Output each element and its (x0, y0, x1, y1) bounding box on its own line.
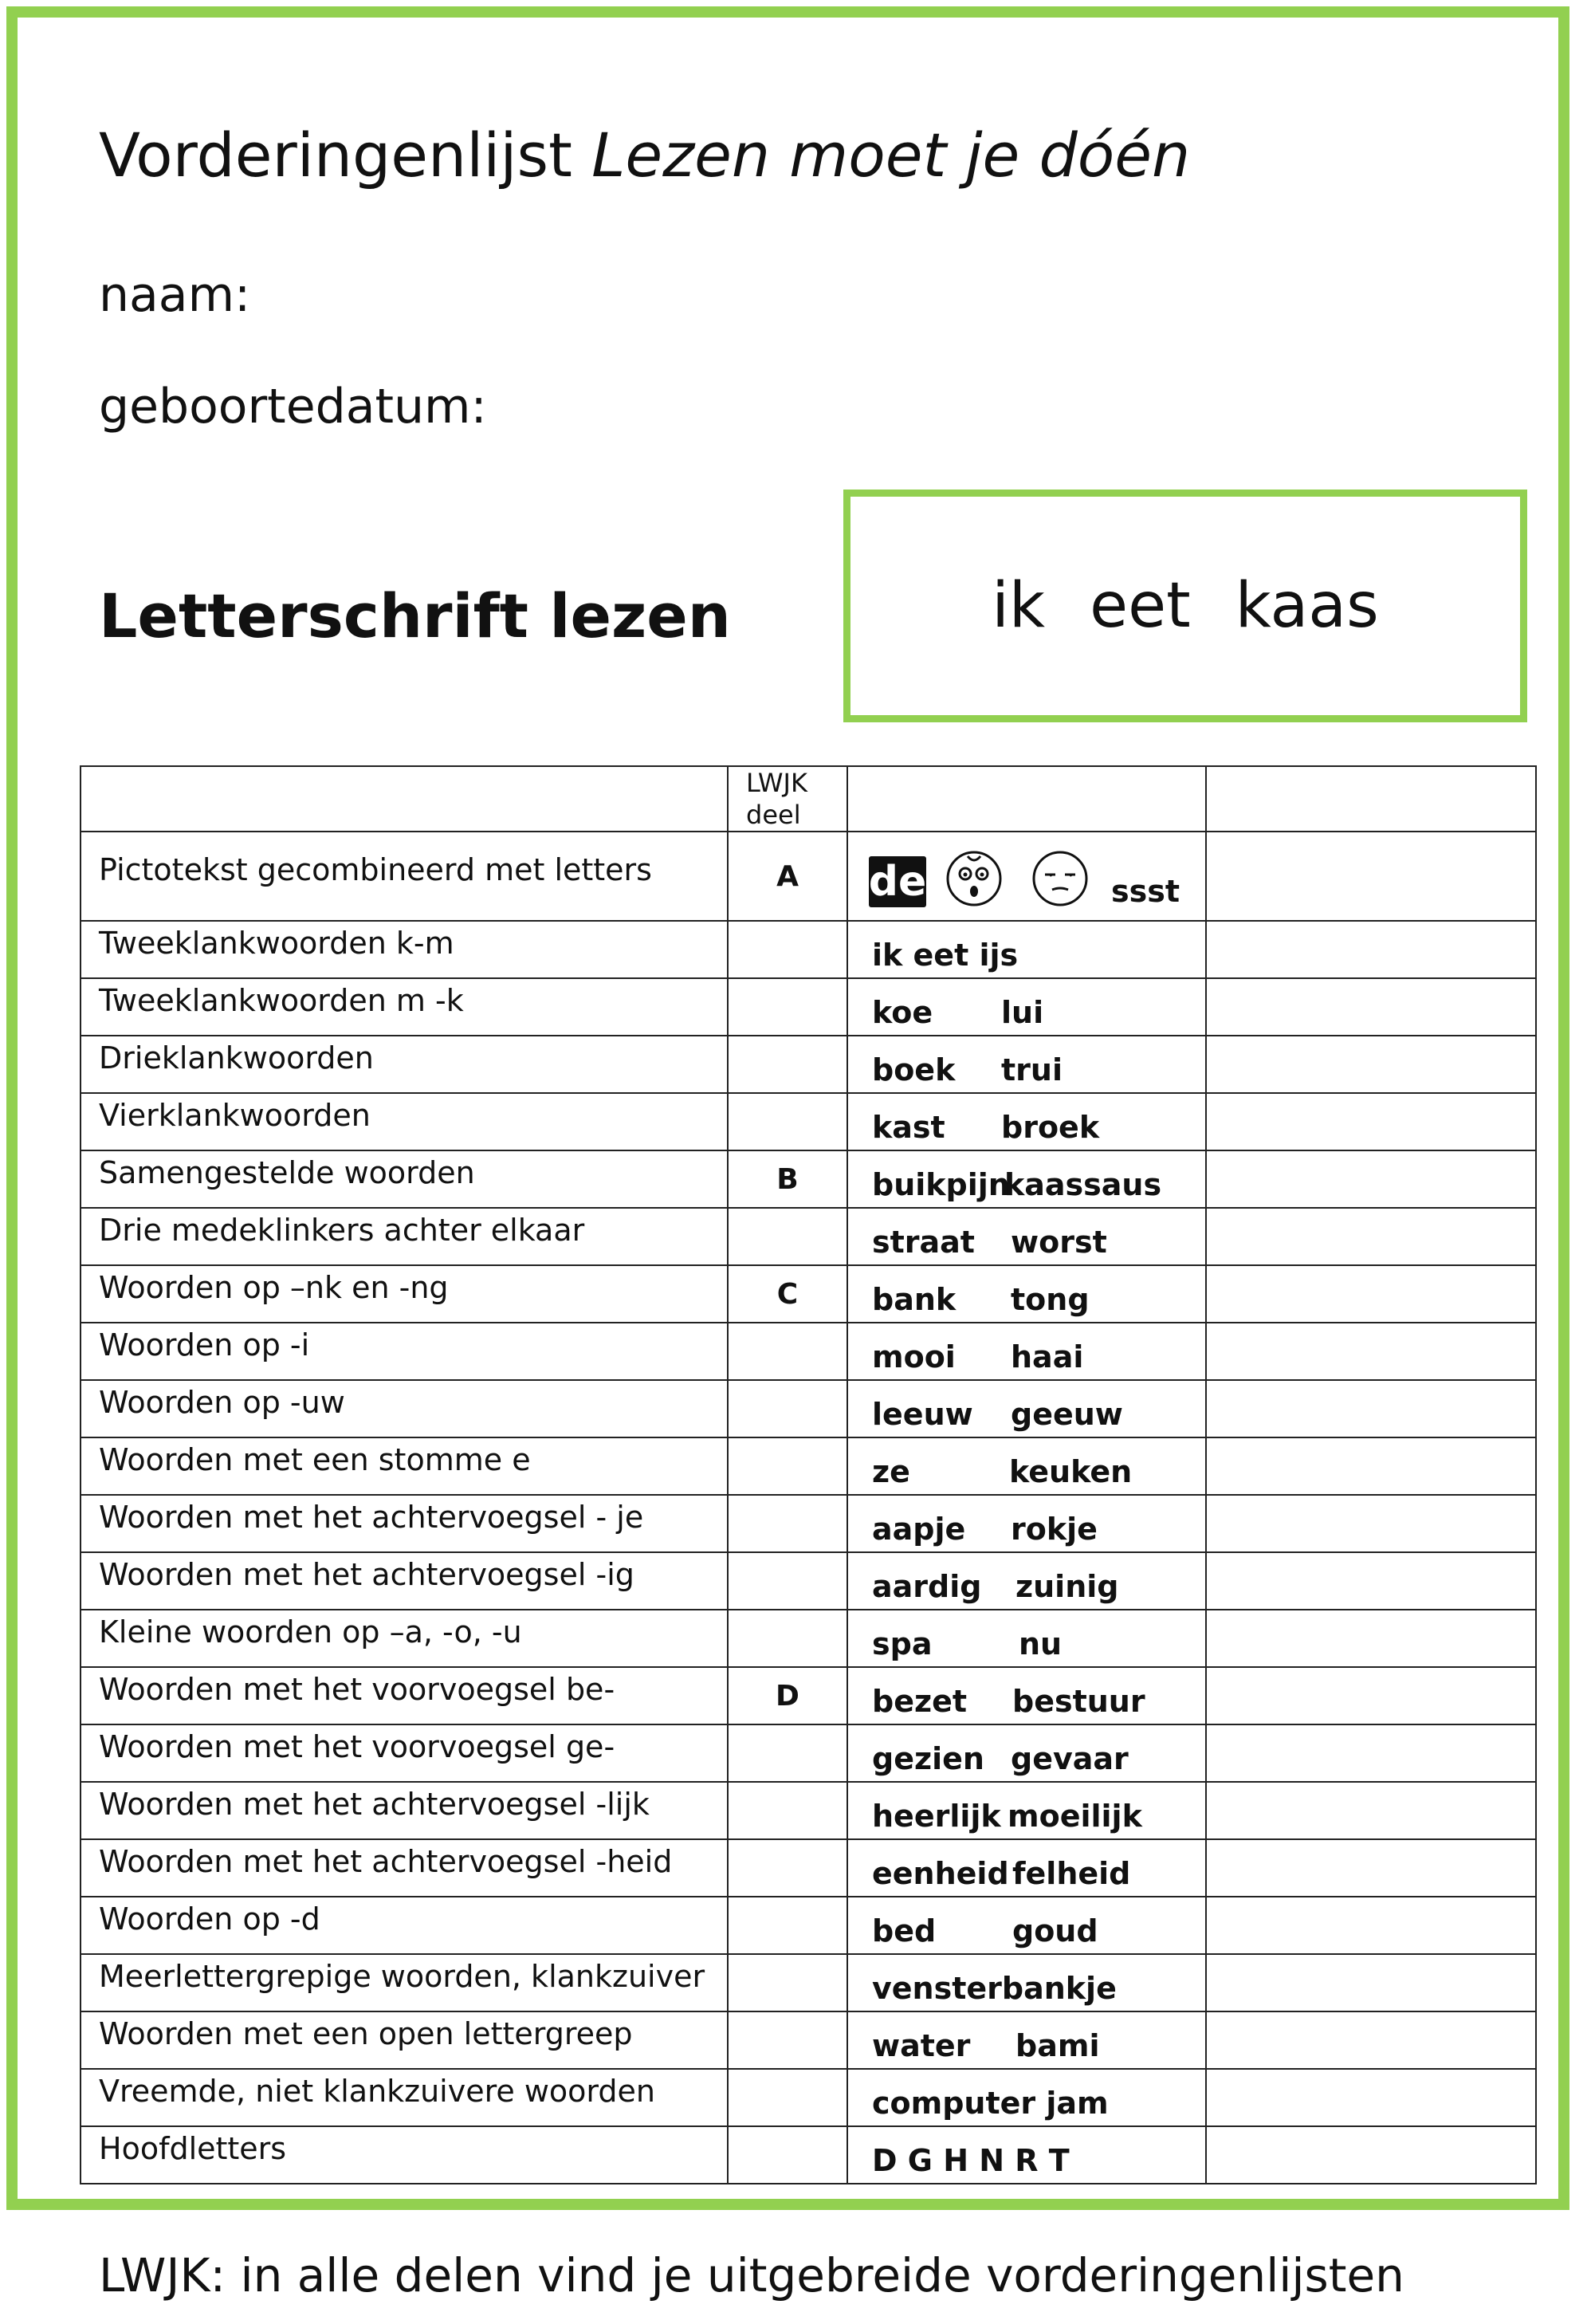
example-word: ze (872, 1454, 910, 1489)
row-description: Drieklankwoorden (81, 1036, 728, 1093)
table-row (81, 2011, 1536, 2069)
row-part (728, 1093, 847, 1150)
example-word: kaassaus (1004, 1167, 1162, 1202)
table-row (81, 1036, 1536, 1093)
row-words (847, 2011, 1206, 2069)
row-description: Woorden met het achtervoegsel -heid (81, 1839, 728, 1897)
empty-cell (1206, 978, 1536, 1036)
example-word: moeilijk (1008, 1799, 1142, 1834)
example-word: nu (1019, 1626, 1063, 1661)
table-row (81, 921, 1536, 978)
row-part (728, 2069, 847, 2126)
example-word: spa (872, 1626, 933, 1661)
example-word: mooi (872, 1339, 956, 1374)
table-header-row (81, 766, 1536, 832)
row-part (728, 1782, 847, 1839)
example-word: buikpijn (872, 1167, 1010, 1202)
empty-cell (1206, 1610, 1536, 1667)
example-word: zuinig (1015, 1569, 1119, 1604)
example-word: goud (1012, 1913, 1098, 1948)
row-part (728, 1610, 847, 1667)
pictogram-cell (847, 832, 1206, 921)
row-part: B (728, 1150, 847, 1208)
row-part (728, 1495, 847, 1552)
header-empty-cell (1206, 766, 1536, 832)
example-word: broek (1001, 1110, 1100, 1145)
row-part (728, 921, 847, 978)
table-row (81, 1897, 1536, 1954)
row-description: Woorden met het achtervoegsel -lijk (81, 1782, 728, 1839)
empty-cell (1206, 1667, 1536, 1724)
table-row (81, 1323, 1536, 1380)
empty-cell (1206, 2126, 1536, 2184)
table-row (81, 1265, 1536, 1323)
row-words (847, 1667, 1206, 1724)
empty-cell (1206, 1437, 1536, 1495)
row-part (728, 1380, 847, 1437)
row-description: Woorden op -d (81, 1897, 728, 1954)
example-word: felheid (1012, 1856, 1131, 1891)
row-words (847, 1552, 1206, 1610)
row-words (847, 1380, 1206, 1437)
example-word: bestuur (1012, 1684, 1145, 1719)
row-part (728, 1724, 847, 1782)
row-words (847, 1954, 1206, 2011)
row-part (728, 1897, 847, 1954)
row-description: Woorden op –nk en -ng (81, 1265, 728, 1323)
row-words (847, 1437, 1206, 1495)
row-words (847, 1323, 1206, 1380)
header-part-label: LWJK deel (746, 768, 807, 830)
example-word: ik (992, 570, 1046, 642)
row-words (847, 1208, 1206, 1265)
empty-cell (1206, 1093, 1536, 1150)
example-word: haai (1011, 1339, 1084, 1374)
title-italic: Lezen moet je dóén (591, 120, 1191, 191)
row-part (728, 1036, 847, 1093)
table-row (81, 2126, 1536, 2184)
example-word: worst (1011, 1225, 1107, 1260)
row-description: Vreemde, niet klankzuivere woorden (81, 2069, 728, 2126)
row-description: Hoofdletters (81, 2126, 728, 2184)
example-word: bank (872, 1282, 957, 1317)
row-words (847, 1610, 1206, 1667)
table-row (81, 1724, 1536, 1782)
row-words (847, 1839, 1206, 1897)
example-word: keuken (1009, 1454, 1133, 1489)
table-row (81, 1552, 1536, 1610)
row-words (847, 1150, 1206, 1208)
empty-cell (1206, 2069, 1536, 2126)
header-empty-cell (847, 766, 1206, 832)
row-part (728, 978, 847, 1036)
empty-cell (1206, 1954, 1536, 2011)
empty-cell (1206, 1495, 1536, 1552)
empty-cell (1206, 1036, 1536, 1093)
empty-cell (1206, 2011, 1536, 2069)
example-word: trui (1001, 1052, 1063, 1087)
row-part (728, 1323, 847, 1380)
row-description: Woorden met het achtervoegsel - je (81, 1495, 728, 1552)
table-row (81, 1380, 1536, 1437)
empty-cell (1206, 1552, 1536, 1610)
row-part (728, 1208, 847, 1265)
row-part: A (728, 832, 847, 921)
row-words (847, 2069, 1206, 2126)
empty-cell (1206, 1897, 1536, 1954)
example-word: eet (1090, 570, 1191, 642)
table-row (81, 1208, 1536, 1265)
section-title: Letterschrift lezen (99, 580, 731, 651)
name-label: naam: (99, 267, 251, 323)
example-word: straat (872, 1225, 975, 1260)
row-description: Woorden met een open lettergreep (81, 2011, 728, 2069)
empty-cell (1206, 1265, 1536, 1323)
row-part (728, 1437, 847, 1495)
de-sign-icon: de (868, 858, 927, 906)
sleepy-face-icon (1031, 850, 1089, 907)
row-words (847, 1897, 1206, 1954)
empty-cell (1206, 832, 1536, 921)
empty-cell (1206, 1208, 1536, 1265)
empty-cell (1206, 1782, 1536, 1839)
example-word: koe (872, 995, 933, 1030)
row-words (847, 1724, 1206, 1782)
row-words (847, 1495, 1206, 1552)
example-word: aapje (872, 1512, 966, 1547)
example-word: eenheid (872, 1856, 1009, 1891)
table-row (81, 1667, 1536, 1724)
progress-table (80, 765, 1537, 2184)
empty-cell (1206, 1724, 1536, 1782)
example-word: aardig (872, 1569, 982, 1604)
table-row (81, 1610, 1536, 1667)
table-row (81, 832, 1536, 921)
example-word: kast (872, 1110, 945, 1145)
table-row (81, 2069, 1536, 2126)
row-words (847, 1093, 1206, 1150)
row-part (728, 2011, 847, 2069)
row-description: Woorden met een stomme e (81, 1437, 728, 1495)
example-word: vensterbankje (872, 1971, 1117, 2006)
table-row (81, 1093, 1536, 1150)
table-row (81, 1839, 1536, 1897)
row-words (847, 921, 1206, 978)
empty-cell (1206, 1323, 1536, 1380)
row-part (728, 1839, 847, 1897)
row-words (847, 978, 1206, 1036)
table-row (81, 1495, 1536, 1552)
example-word: heerlijk (872, 1799, 1001, 1834)
row-description: Woorden op -uw (81, 1380, 728, 1437)
example-word: ik eet ijs (872, 938, 1019, 973)
row-description: Woorden met het achtervoegsel -ig (81, 1552, 728, 1610)
example-word: gezien (872, 1741, 984, 1776)
empty-cell (1206, 921, 1536, 978)
row-description: Tweeklankwoorden k-m (81, 921, 728, 978)
row-words (847, 2126, 1206, 2184)
row-description: Pictotekst gecombineerd met letters (81, 832, 728, 921)
example-word: bezet (872, 1684, 968, 1719)
table-row (81, 1954, 1536, 2011)
example-word: lui (1001, 995, 1044, 1030)
row-description: Woorden met het voorvoegsel be- (81, 1667, 728, 1724)
empty-cell (1206, 1380, 1536, 1437)
example-word: boek (872, 1052, 956, 1087)
row-description: Woorden op -i (81, 1323, 728, 1380)
empty-cell (1206, 1150, 1536, 1208)
empty-cell (1206, 1839, 1536, 1897)
example-word: rokje (1011, 1512, 1098, 1547)
example-word: bed (872, 1913, 937, 1948)
row-part (728, 1954, 847, 2011)
row-words (847, 1265, 1206, 1323)
row-words (847, 1036, 1206, 1093)
example-word: leeuw (872, 1397, 973, 1432)
row-part: D (728, 1667, 847, 1724)
table-row (81, 978, 1536, 1036)
row-description: Woorden met het voorvoegsel ge- (81, 1724, 728, 1782)
row-description: Drie medeklinkers achter elkaar (81, 1208, 728, 1265)
surprised-face-icon (945, 850, 1003, 907)
row-part (728, 2126, 847, 2184)
title-plain: Vorderingenlijst (99, 120, 592, 191)
row-description: Samengestelde woorden (81, 1150, 728, 1208)
row-description: Kleine woorden op –a, -o, -u (81, 1610, 728, 1667)
example-word: geeuw (1011, 1397, 1123, 1432)
row-words (847, 1782, 1206, 1839)
birthdate-label: geboortedatum: (99, 379, 487, 435)
example-word: tong (1011, 1282, 1090, 1317)
row-description: Meerlettergrepige woorden, klankzuiver (81, 1954, 728, 2011)
example-word: computer jam (872, 2086, 1109, 2121)
page-title (99, 120, 1190, 191)
example-word: bami (1015, 2028, 1100, 2063)
example-word: D G H N R T (872, 2143, 1070, 2178)
row-description: Vierklankwoorden (81, 1093, 728, 1150)
header-empty-cell (81, 766, 728, 832)
row-description: Tweeklankwoorden m -k (81, 978, 728, 1036)
header-part-cell (728, 766, 847, 832)
table-row (81, 1437, 1536, 1495)
row-part (728, 1552, 847, 1610)
row-part: C (728, 1265, 847, 1323)
footer-note: LWJK: in alle delen vind je uitgebreide vorderingenlijsten (99, 2248, 1404, 2302)
ssst-word: ssst (1111, 874, 1180, 909)
table-row (81, 1150, 1536, 1208)
example-word: gevaar (1011, 1741, 1129, 1776)
table-row (81, 1782, 1536, 1839)
example-sentence-box (843, 490, 1527, 722)
example-word: water (872, 2028, 971, 2063)
example-word: kaas (1235, 570, 1379, 642)
